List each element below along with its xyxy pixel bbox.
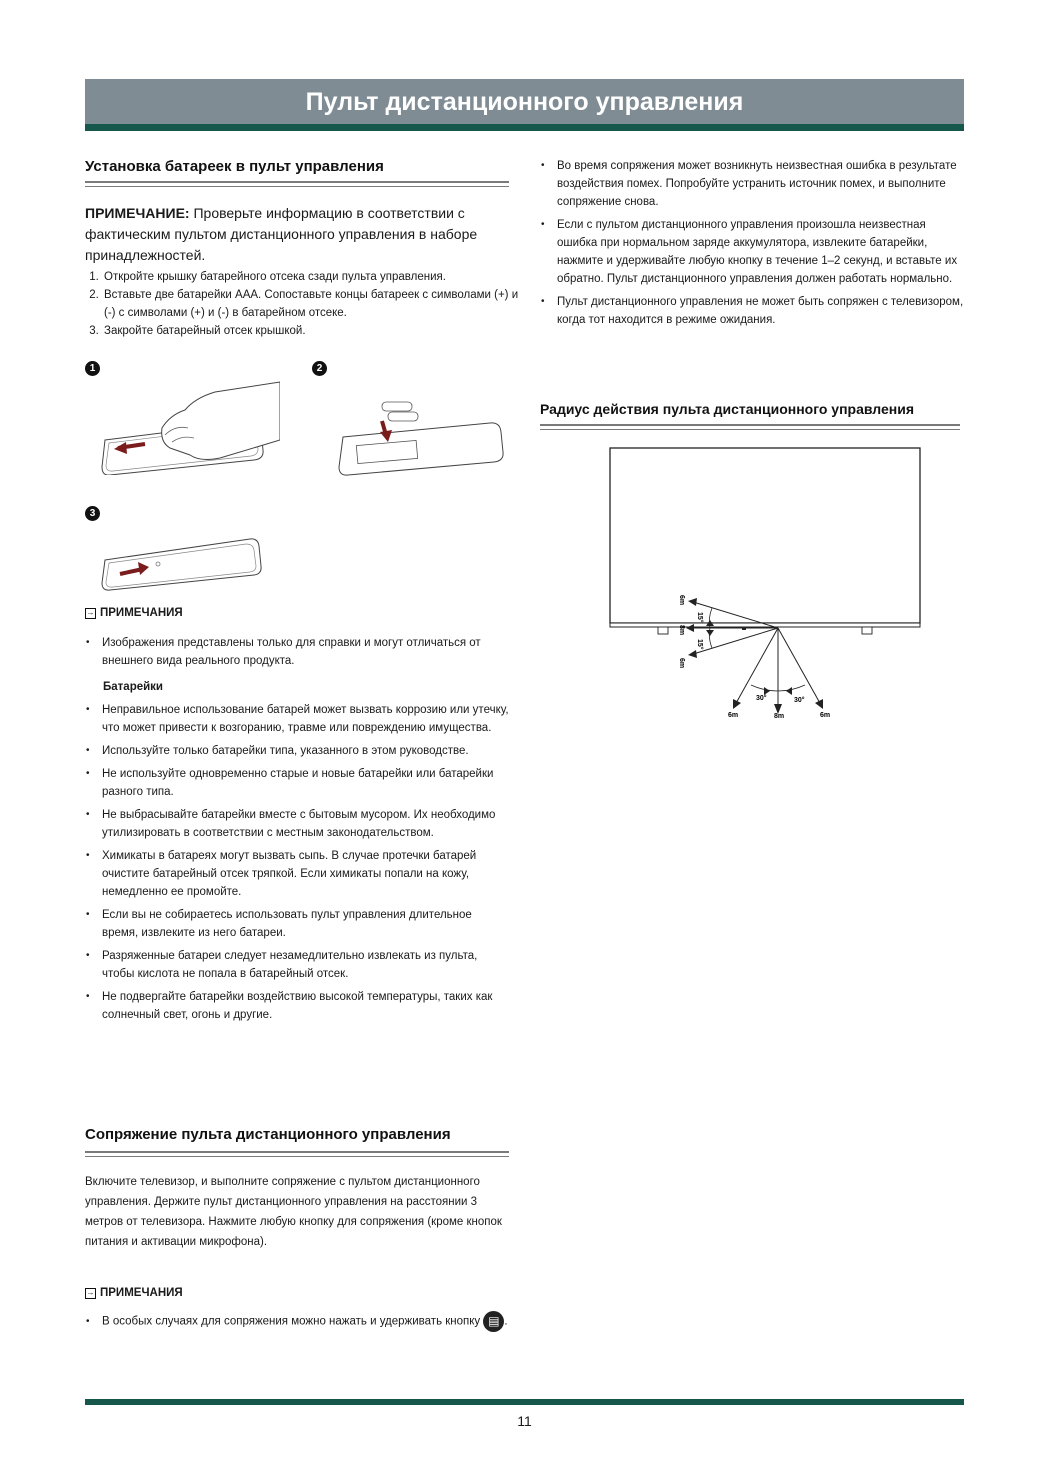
pairing-text: Включите телевизор, и выполните сопряжение с пультом дистанционного управления. Держите пульт дистанционного управления на расстоянии 3 метров от телевизора. Нажмите любую кнопку для сопряжения (кроме кнопок питания и активации микрофона).: [85, 1176, 502, 1248]
notes-heading-text: ПРИМЕЧАНИЯ: [100, 607, 183, 619]
list-item: • Не выбрасывайте батарейки вместе с бытовым мусором. Их необходимо утилизировать в соответствии с местным законодательством.: [85, 806, 510, 842]
notes-list: [85, 634, 510, 675]
pairing-right-list: [540, 157, 965, 334]
range-heading-rule: [540, 424, 960, 430]
range-heading: Радиус действия пульта дистанционного управления: [540, 401, 915, 417]
list-item: • Пульт дистанционного управления не может быть сопряжен с телевизором, когда тот находится в режиме ожидания.: [540, 293, 965, 329]
battery-heading: Установка батареек в пульт управления: [85, 158, 384, 175]
battery-step: 3. Закройте батарейный отсек крышкой.: [102, 322, 527, 340]
list-item: • Во время сопряжения может возникнуть неизвестная ошибка в результате воздействия помех. Попробуйте устранить источник помех, и выполните сопряжение снова.: [540, 157, 965, 211]
pairing-notes-list: [85, 1311, 510, 1338]
pairing-note-prefix: В особых случаях для сопряжения можно нажать и удерживать кнопку: [102, 1315, 481, 1328]
remote-close-cover-illustration: [100, 533, 265, 593]
battery-step: 2. Вставьте две батарейки AAA. Сопоставьте концы батареек с символами (+) и (-) с символами (+) и (-) в батарейном отсеке.: [102, 286, 527, 322]
list-item: • Химикаты в батареях могут вызвать сыпь. В случае протечки батарей очистите батарейный отсек тряпкой. Если химикаты попали на кожу, немедленно ее промойте.: [85, 847, 510, 901]
list-item: • Если вы не собираетесь использовать пульт управления длительное время, извлеките из него батареи.: [85, 906, 510, 942]
pairing-notes-heading-text: ПРИМЕЧАНИЯ: [100, 1287, 183, 1299]
page-title: Пульт дистанционного управления: [85, 79, 964, 124]
batteries-list: [85, 701, 510, 1029]
list-item: • Используйте только батарейки типа, указанного в этом руководстве.: [85, 742, 510, 760]
list-item: • Разряженные батареи следует незамедлительно извлекать из пульта, чтобы кислота не попала в батарейный отсек.: [85, 947, 510, 983]
tv-screen: [610, 448, 920, 623]
angle-label-up: 15°: [696, 612, 703, 623]
notes-heading: [85, 607, 183, 619]
range-label-bottom: 6m: [678, 658, 685, 669]
range-label-bottom-left: 6m: [728, 712, 739, 719]
remote-insert-batteries-illustration: [335, 395, 505, 480]
figure-number-2: 2: [312, 361, 327, 376]
pairing-heading: Сопряжение пульта дистанционного управления: [85, 1126, 451, 1143]
battery-note-label: ПРИМЕЧАНИЕ:: [85, 205, 190, 221]
note-arrow-icon: →: [86, 607, 95, 617]
list-item: • Изображения представлены только для справки и могут отличаться от внешнего вида реального продукта.: [85, 634, 510, 670]
figure-number-1: 1: [85, 361, 100, 376]
list-item: • Если с пультом дистанционного управления произошла неизвестная ошибка при нормальном заряде аккумулятора, извлеките батарейки, нажмите и удерживайте любую кнопку в течение 1–2 секунд, и вставьте их обратно. Пульт дистанционного управления должен работать нормально.: [540, 216, 965, 288]
figure-number-3: 3: [85, 506, 100, 521]
list-item: • Не используйте одновременно старые и новые батарейки или батарейки разного типа.: [85, 765, 510, 801]
range-label-bottom-mid: 8m: [774, 713, 785, 720]
battery-step: 1. Откройте крышку батарейного отсека сзади пульта управления.: [102, 268, 527, 286]
battery-heading-rule: [85, 181, 509, 187]
remote-open-cover-illustration: [100, 380, 280, 475]
title-underline: [85, 124, 964, 131]
list-item: [85, 1311, 510, 1333]
pairing-notes-heading: [85, 1287, 183, 1299]
note-arrow-icon: →: [86, 1287, 95, 1297]
pairing-note-suffix: .: [504, 1315, 508, 1328]
range-label-bottom-right: 6m: [820, 712, 831, 719]
batteries-subheading: Батарейки: [103, 681, 164, 693]
battery-steps: [85, 268, 527, 340]
battery-note: [85, 203, 510, 266]
menu-button-icon: ▤: [483, 1311, 504, 1332]
range-label-mid: 8m: [678, 625, 685, 636]
range-label-top: 6m: [678, 595, 685, 606]
pairing-heading-rule: [85, 1151, 509, 1157]
list-item: • Не подвергайте батарейки воздействию высокой температуры, таких как солнечный свет, огонь и другие.: [85, 988, 510, 1024]
battery-note-text: Проверьте информацию в соответствии с фактическим пультом дистанционного управления в наборе принадлежностей.: [85, 205, 478, 263]
angle-label-down: 15°: [696, 639, 703, 650]
tv-stand-right: [862, 627, 872, 634]
remote-range-diagram: [600, 440, 930, 730]
footer-line: [85, 1399, 964, 1405]
page-number: 11: [517, 1413, 532, 1429]
angle-label-left: 30°: [756, 695, 767, 702]
list-item: • Неправильное использование батарей может вызвать коррозию или утечку, что может привести к возгоранию, травме или повреждению имущества.: [85, 701, 510, 737]
angle-label-right: 30°: [794, 697, 805, 704]
tv-stand-left: [658, 627, 668, 634]
